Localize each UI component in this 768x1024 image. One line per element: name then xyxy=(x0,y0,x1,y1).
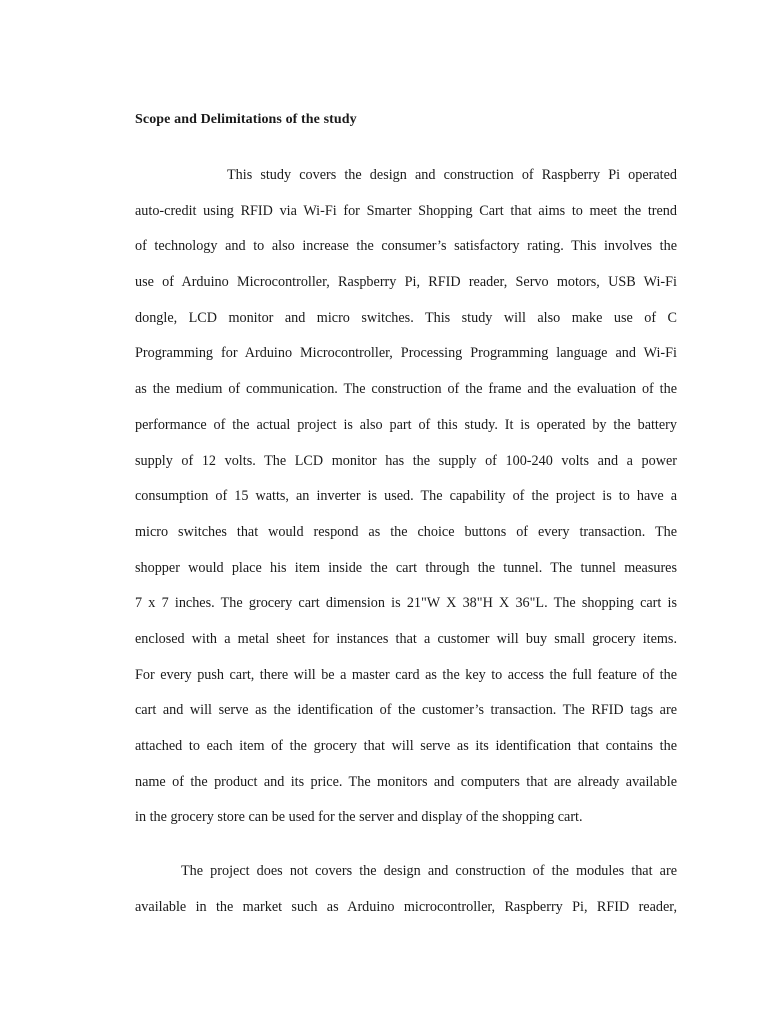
paragraph-1-line: of technology and to also increase the consumer’s satisfactory rating. This involves the xyxy=(135,238,677,254)
paragraph-1-line: cart and will serve as the identification of the customer’s transaction. The RFID tags are xyxy=(135,702,677,718)
paragraph-1-line: performance of the actual project is also part of this study. It is operated by the battery xyxy=(135,417,677,433)
paragraph-1-line: micro switches that would respond as the choice buttons of every transaction. The xyxy=(135,524,677,540)
paragraph-2-line: available in the market such as Arduino microcontroller, Raspberry Pi, RFID reader, xyxy=(135,899,677,915)
paragraph-1-line: attached to each item of the grocery that will serve as its identification that contains the xyxy=(135,738,677,754)
paragraph-1-line: This study covers the design and construction of Raspberry Pi operated xyxy=(227,167,677,183)
paragraph-1-line: use of Arduino Microcontroller, Raspberry Pi, RFID reader, Servo motors, USB Wi-Fi xyxy=(135,274,677,290)
paragraph-1-line: shopper would place his item inside the cart through the tunnel. The tunnel measures xyxy=(135,560,677,576)
paragraph-1-line: consumption of 15 watts, an inverter is used. The capability of the project is to have a xyxy=(135,488,677,504)
paragraph-1-line: in the grocery store can be used for the server and display of the shopping cart. xyxy=(135,809,583,825)
paragraph-2-line: The project does not covers the design and construction of the modules that are xyxy=(181,863,677,879)
paragraph-1-line: name of the product and its price. The monitors and computers that are already available xyxy=(135,774,677,790)
paragraph-1-line: Programming for Arduino Microcontroller, Processing Programming language and Wi-Fi xyxy=(135,345,677,361)
paragraph-1-line: For every push cart, there will be a master card as the key to access the full feature of the xyxy=(135,667,677,683)
paragraph-1-line: supply of 12 volts. The LCD monitor has the supply of 100-240 volts and a power xyxy=(135,453,677,469)
paragraph-1-line: as the medium of communication. The construction of the frame and the evaluation of the xyxy=(135,381,677,397)
section-heading: Scope and Delimitations of the study xyxy=(135,112,357,127)
paragraph-1-line: 7 x 7 inches. The grocery cart dimension is 21"W X 38"H X 36"L. The shopping cart is xyxy=(135,595,677,611)
paragraph-1-line: enclosed with a metal sheet for instances that a customer will buy small grocery items. xyxy=(135,631,677,647)
paragraph-1-line: dongle, LCD monitor and micro switches. This study will also make use of C xyxy=(135,310,677,326)
paragraph-1-line: auto-credit using RFID via Wi-Fi for Smarter Shopping Cart that aims to meet the trend xyxy=(135,203,677,219)
